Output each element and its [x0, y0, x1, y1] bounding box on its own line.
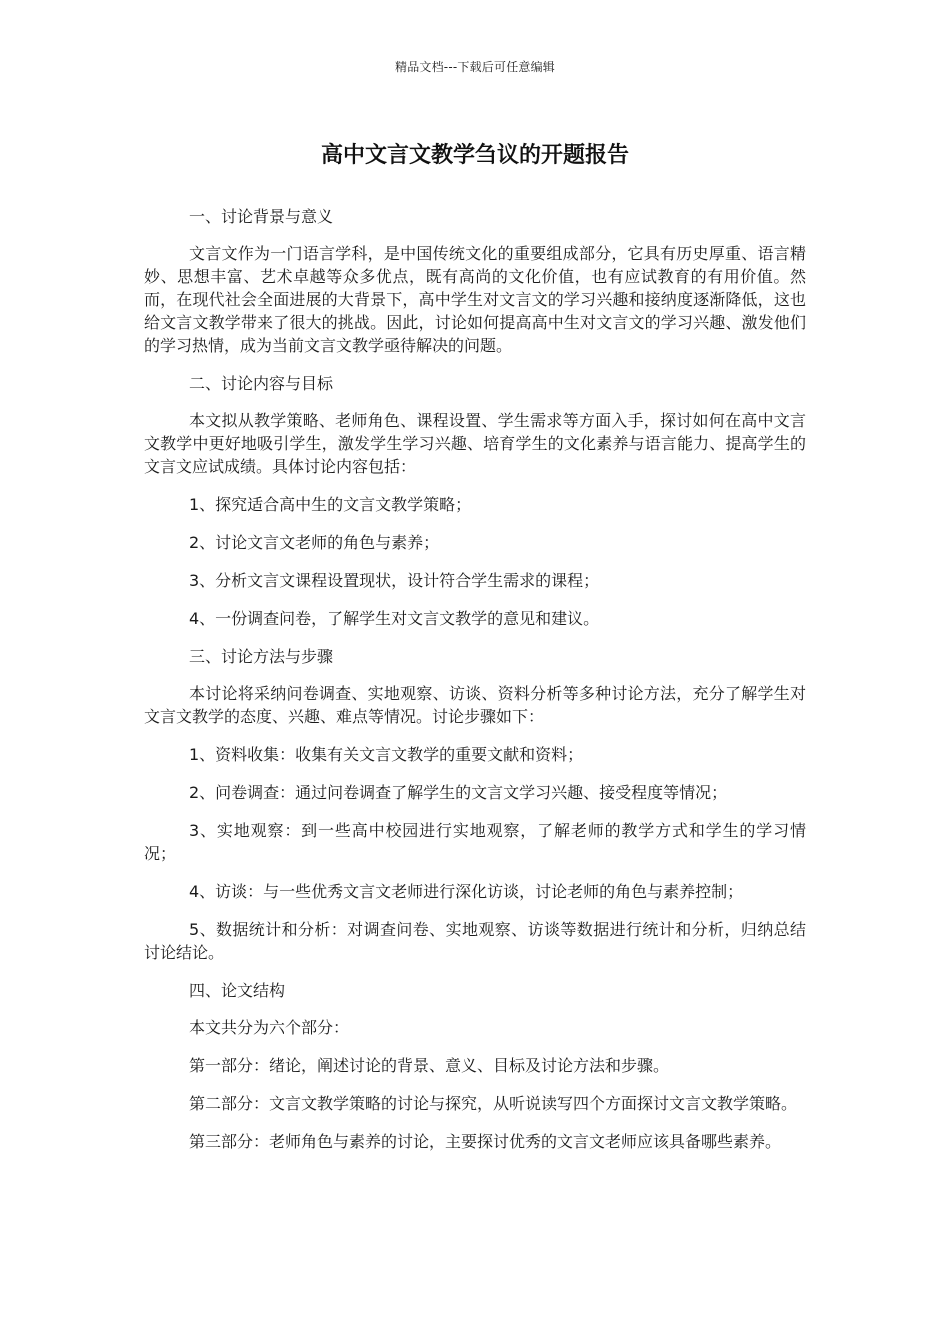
section-heading: 三、讨论方法与步骤: [189, 647, 334, 666]
body-paragraph: 文言文作为一门语言学科，是中国传统文化的重要组成部分，它具有历史厚重、语言精妙、思想丰富、艺术卓越等众多优点，既有高尚的文化价值，也有应试教育的有用价值。然而，在现代社会全面进展的大背景下，高中学生对文言文的学习兴趣和接纳度逐渐降低，这也给文言文教学带来了很大的挑战。因此，讨论如何提高高中生对文言文的学习兴趣、激发他们的学习热情，成为当前文言文教学亟待解决的问题。: [144, 244, 806, 355]
body-paragraph: 本文共分为六个部分：: [189, 1018, 350, 1037]
body-paragraph: 本文拟从教学策略、老师角色、课程设置、学生需求等方面入手，探讨如何在高中文言文教学中更好地吸引学生，激发学生学习兴趣、培育学生的文化素养与语言能力、提高学生的文言文应试成绩。具体讨论内容包括：: [144, 411, 806, 476]
list-item: 4、访谈：与一些优秀文言文老师进行深化访谈，讨论老师的角色与素养控制；: [189, 882, 744, 901]
list-item: 1、资料收集：收集有关文言文教学的重要文献和资料；: [189, 745, 584, 764]
list-item: 2、讨论文言文老师的角色与素养；: [189, 533, 440, 552]
list-item: 4、一份调查问卷，了解学生对文言文教学的意见和建议。: [189, 609, 600, 628]
list-item: 第三部分：老师角色与素养的讨论，主要探讨优秀的文言文老师应该具备哪些素养。: [189, 1132, 782, 1151]
section-heading: 二、讨论内容与目标: [189, 374, 334, 393]
list-item: 3、实地观察：到一些高中校园进行实地观察，了解老师的教学方式和学生的学习情况；: [144, 821, 806, 863]
body-paragraph: 本讨论将采纳问卷调查、实地观察、访谈、资料分析等多种讨论方法，充分了解学生对文言文教学的态度、兴趣、难点等情况。讨论步骤如下：: [144, 684, 806, 726]
document-body: [144, 205, 806, 1168]
section-heading: 四、论文结构: [189, 981, 286, 1000]
list-item: 第二部分：文言文教学策略的讨论与探究，从听说读写四个方面探讨文言文教学策略。: [189, 1094, 798, 1113]
document-title: 高中文言文教学刍议的开题报告: [320, 143, 629, 168]
list-item: 3、分析文言文课程设置现状，设计符合学生需求的课程；: [189, 571, 600, 590]
header-note: 精品文档---下载后可任意编辑: [395, 60, 555, 74]
section-heading: 一、讨论背景与意义: [189, 207, 334, 226]
list-item: 2、问卷调查：通过问卷调查了解学生的文言文学习兴趣、接受程度等情况；: [189, 783, 728, 802]
list-item: 第一部分：绪论，阐述讨论的背景、意义、目标及讨论方法和步骤。: [189, 1056, 670, 1075]
list-item: 5、数据统计和分析：对调查问卷、实地观察、访谈等数据进行统计和分析，归纳总结讨论结论。: [144, 920, 806, 962]
list-item: 1、探究适合高中生的文言文教学策略；: [189, 495, 472, 514]
